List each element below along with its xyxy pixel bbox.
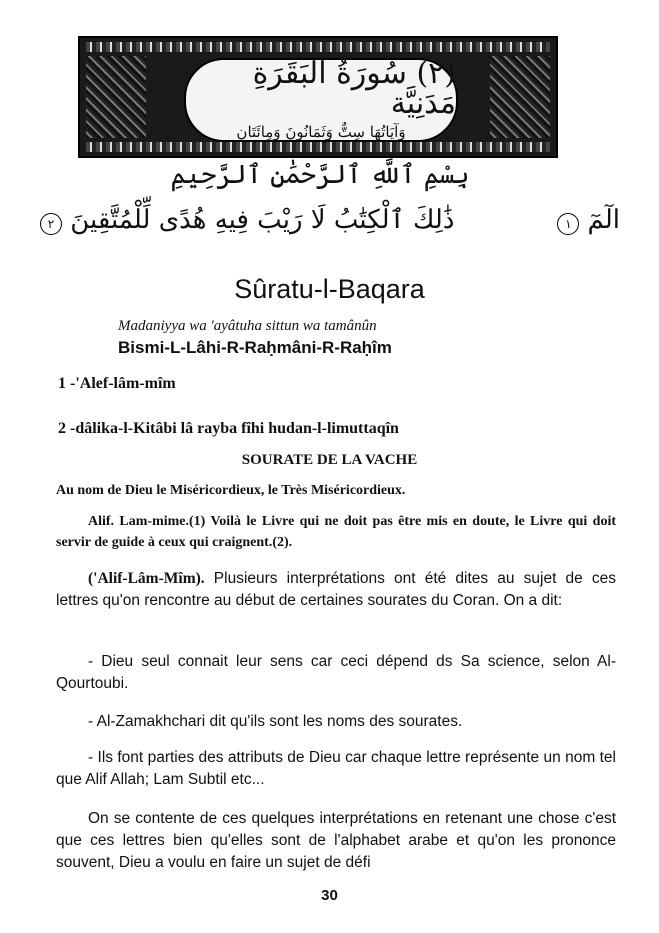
commentary-paragraph-5: On se contente de ces quelques interprétations en retenant une chose c'est que ces lettres bien qu'elles sont de l'alphabet arabe et qu'on les prononce souvent, Dieu a voulu en faire un sujet de défi bbox=[56, 810, 616, 871]
arabic-verse-2 bbox=[40, 205, 454, 235]
surah-title-arabic: (٢) سُورَةُ البَقَرَةِ مَدَنِيَّة bbox=[252, 56, 456, 121]
title-cartouche bbox=[184, 58, 458, 142]
commentary-paragraph-1 bbox=[56, 568, 616, 612]
basmala-arabic: بِسْمِ ٱللَّهِ ٱلرَّحْمَٰنِ ٱلرَّحِيمِ bbox=[170, 160, 470, 190]
commentary-paragraph-4: - Ils font parties des attributs de Dieu car chaque lettre représente un nom tel que Alif Allah; Lam Subtil etc... bbox=[56, 749, 616, 788]
frame-border-top bbox=[86, 42, 550, 52]
verse-2-transliteration: 2 -dâlika-l-Kitâbi lâ rayba fîhi hudan-l-limuttaqîn bbox=[58, 420, 399, 437]
commentary-paragraph-2: - Dieu seul connait leur sens car ceci dépend ds Sa science, selon Al-Qourtoubi. bbox=[56, 653, 616, 692]
verse-count-arabic: وَآيَاتُهَا سِتٌّ وَثَمَانُونَ وَمِائَتَان bbox=[236, 123, 406, 141]
commentary-paragraph-3: - Al-Zamakhchari dit qu'ils sont les noms des sourates. bbox=[88, 713, 463, 730]
verse-number-marker: ٢ bbox=[40, 213, 62, 235]
verse-number-marker: ١ bbox=[557, 213, 579, 235]
arabic-verse-1-text: الٓمٓ bbox=[587, 205, 620, 235]
frame-ornament-left bbox=[86, 56, 146, 138]
french-basmala: Au nom de Dieu le Miséricordieux, le Très Miséricordieux. bbox=[56, 483, 406, 498]
verse-1-transliteration: 1 -'Alef-lâm-mîm bbox=[58, 375, 176, 392]
commentary-lead: ('Alif-Lâm-Mîm). bbox=[88, 570, 205, 587]
arabic-verse-1 bbox=[557, 205, 620, 235]
commentary-p1-text: Plusieurs interprétations ont été dites au sujet de ces lettres qu'on rencontre au début de certaines sourates du Coran. On a dit: bbox=[56, 570, 616, 609]
french-verse-translation: Alif. Lam-mime.(1) Voilà le Livre qui ne doit pas être mis en doute, le Livre qui doit servir de guide à ceux qui craignent.(2). bbox=[56, 514, 616, 550]
french-surah-heading: SOURATE DE LA VACHE bbox=[241, 452, 418, 468]
ornamental-header-frame bbox=[78, 36, 558, 158]
sura-subtitle-transliteration: Madaniyya wa 'ayâtuha sittun wa tamânûn bbox=[118, 318, 377, 334]
arabic-verse-2-text: ذَٰلِكَ ٱلْكِتَٰبُ لَا رَيْبَ فِيهِ هُدًى لِّلْمُتَّقِينَ bbox=[70, 205, 455, 235]
basmala-transliteration: Bismi-L-Lâhi-R-Raḥmâni-R-Raḥîm bbox=[118, 338, 392, 357]
frame-border-bottom bbox=[86, 142, 550, 152]
frame-ornament-right bbox=[490, 56, 550, 138]
page-number: 30 bbox=[321, 887, 338, 904]
arabic-verses-line bbox=[40, 205, 620, 235]
sura-name-transliteration: Sûratu-l-Baqara bbox=[234, 274, 425, 304]
